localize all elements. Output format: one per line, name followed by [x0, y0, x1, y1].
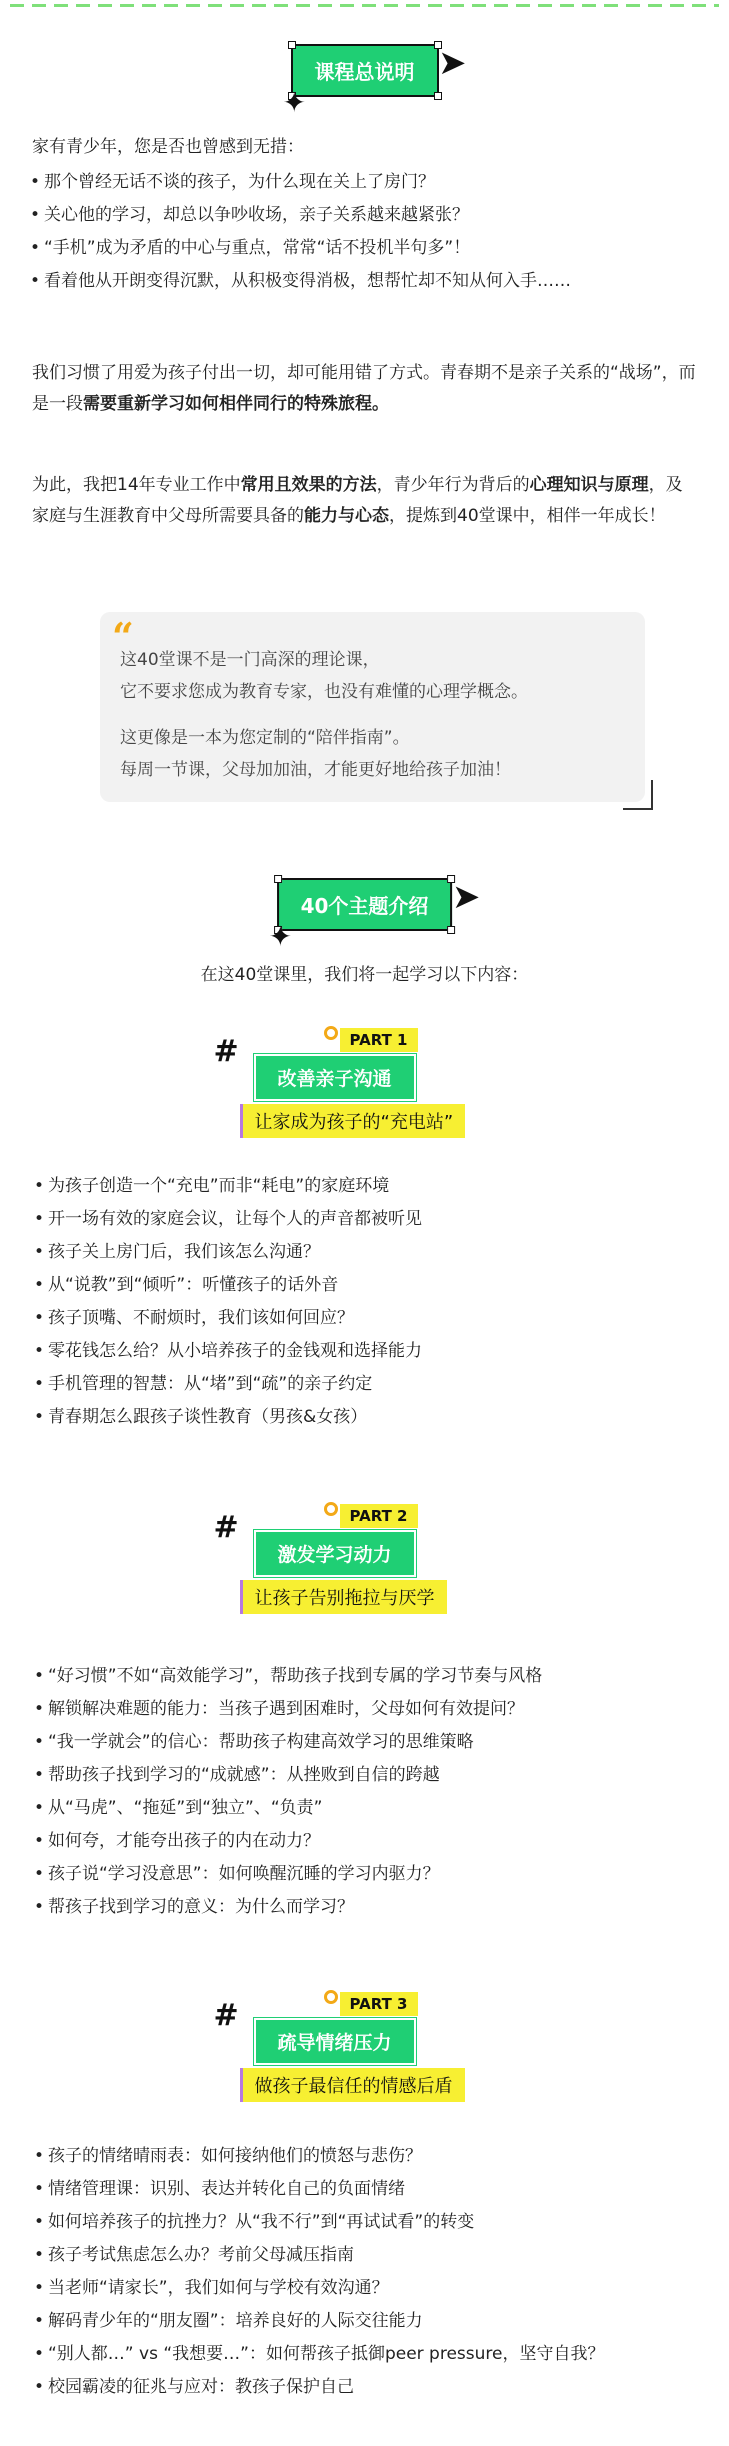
list-item: • 手机管理的智慧：从“堵”到“疏”的亲子约定 — [34, 1368, 705, 1401]
list-item: • 为孩子创造一个“充电”而非“耗电”的家庭环境 — [34, 1170, 705, 1203]
course-overview-header — [282, 43, 467, 119]
quote-mark-icon: “ — [112, 614, 134, 659]
list-item: • 开一场有效的家庭会议，让每个人的声音都被听见 — [34, 1203, 705, 1236]
list-item: • 孩子的情绪晴雨表：如何接纳他们的愤怒与悲伤？ — [34, 2140, 705, 2173]
bold-text: 需要重新学习如何相伴同行的特殊旅程。 — [83, 394, 389, 414]
list-item: • “好习惯”不如“高效能学习”，帮助孩子找到专属的学习节奏与风格 — [34, 1660, 705, 1693]
top-dashed-border — [10, 4, 719, 7]
list-item: • 青春期怎么跟孩子谈性教育（男孩&女孩） — [34, 1401, 705, 1434]
part-3-header — [200, 1992, 530, 2112]
list-item: • 孩子顶嘴、不耐烦时，我们该如何回应？ — [34, 1302, 705, 1335]
pin-icon — [324, 1026, 338, 1040]
bold-text: 常用且效果的方法 — [240, 475, 377, 495]
list-item: • “手机”成为矛盾的中心与重点，常常“话不投机半句多”！ — [30, 232, 705, 265]
intro-paragraph-2 — [32, 358, 697, 420]
part-label: PART 1 — [340, 1028, 418, 1052]
list-item: • 看着他从开朗变得沉默，从积极变得消极，想帮忙却不知从何入手…… — [30, 265, 705, 298]
list-item: • 如何夸，才能夸出孩子的内在动力？ — [34, 1825, 705, 1858]
quote-line: 这40堂课不是一门高深的理论课， — [120, 650, 380, 670]
part-subtitle: 让家成为孩子的“充电站” — [240, 1104, 466, 1138]
part-1-header — [200, 1028, 530, 1148]
list-item: • 孩子关上房门后，我们该怎么沟通？ — [34, 1236, 705, 1269]
list-item: • 孩子考试焦虑怎么办？考前父母减压指南 — [34, 2239, 705, 2272]
intro-bullet-list — [30, 166, 705, 298]
topics-title: 40个主题介绍 — [300, 894, 429, 918]
part-title: 疏导情绪压力 — [254, 2018, 416, 2065]
part-2-header — [200, 1504, 530, 1624]
bold-text: 心理知识与原理 — [529, 475, 649, 495]
part-subtitle: 让孩子告别拖拉与厌学 — [240, 1580, 447, 1614]
list-item: • 零花钱怎么给？从小培养孩子的金钱观和选择能力 — [34, 1335, 705, 1368]
list-item: • “我一学就会”的信心：帮助孩子构建高效学习的思维策略 — [34, 1726, 705, 1759]
text-span: ，提炼到40堂课中，相伴一年成长！ — [389, 506, 666, 526]
course-overview-badge — [282, 43, 467, 119]
quote-line: 每周一节课，父母加加油，才能更好地给孩子加油！ — [120, 760, 511, 780]
list-item: • 如何培养孩子的抗挫力？从“我不行”到“再试试看”的转变 — [34, 2206, 705, 2239]
part-title: 激发学习动力 — [254, 1530, 416, 1577]
bold-text: 能力与心态 — [304, 506, 389, 526]
text-span: ，及家庭与生涯教育中父母所需要具备的 — [32, 475, 683, 526]
list-item: • 校园霸凌的征兆与应对：教孩子保护自己 — [34, 2371, 705, 2404]
sparkle-icon: ✦ — [268, 920, 293, 953]
list-item: • 孩子说“学习没意思”：如何唤醒沉睡的学习内驱力？ — [34, 1858, 705, 1891]
list-item: • 关心他的学习，却总以争吵收场，亲子关系越来越紧张？ — [30, 199, 705, 232]
quote-box — [100, 612, 645, 802]
part-label: PART 2 — [340, 1504, 418, 1528]
part-subtitle: 做孩子最信任的情感后盾 — [240, 2068, 465, 2102]
topics-badge — [268, 877, 481, 953]
text-span: 我们习惯了用爱为孩子付出一切，却可能用错了方式。青春期不是亲子关系的“战场”，而是一段 — [32, 363, 696, 414]
text-span: 为此，我把14年专业工作中 — [32, 475, 241, 495]
intro-paragraph-3 — [32, 470, 697, 532]
hash-icon: # — [213, 1998, 239, 2033]
hash-icon: # — [213, 1034, 239, 1069]
list-item: • 从“说教”到“倾听”：听懂孩子的话外音 — [34, 1269, 705, 1302]
quote-corner-decoration — [623, 780, 653, 810]
course-overview-title: 课程总说明 — [314, 60, 415, 84]
list-item: • 解锁解决难题的能力：当孩子遇到困难时，父母如何有效提问？ — [34, 1693, 705, 1726]
part-label: PART 3 — [340, 1992, 418, 2016]
part-2-list — [34, 1660, 705, 1924]
list-item: • 帮孩子找到学习的意义：为什么而学习？ — [34, 1891, 705, 1924]
quote-line: 它不要求您成为教育专家，也没有难懂的心理学概念。 — [120, 682, 528, 702]
pin-icon — [324, 1502, 338, 1516]
topics-header — [268, 877, 481, 953]
hash-icon: # — [213, 1510, 239, 1545]
intro-lead: 家有青少年，您是否也曾感到无措： — [32, 137, 304, 157]
list-item: • 情绪管理课：识别、表达并转化自己的负面情绪 — [34, 2173, 705, 2206]
part-title: 改善亲子沟通 — [254, 1054, 416, 1101]
list-item: • 解码青少年的“朋友圈”：培养良好的人际交往能力 — [34, 2305, 705, 2338]
pin-icon — [324, 1990, 338, 2004]
topics-lead: 在这40堂课里，我们将一起学习以下内容： — [200, 965, 529, 985]
list-item: • 帮助孩子找到学习的“成就感”：从挫败到自信的跨越 — [34, 1759, 705, 1792]
part-3-list — [34, 2140, 705, 2404]
list-item: • “别人都…” vs “我想要…”：如何帮孩子抵御peer pressure，坚守自我？ — [34, 2338, 705, 2371]
list-item: • 从“马虎”、“拖延”到“独立”、“负责” — [34, 1792, 705, 1825]
part-1-list — [34, 1170, 705, 1434]
text-span: ，青少年行为背后的 — [376, 475, 530, 495]
list-item: • 当老师“请家长”，我们如何与学校有效沟通？ — [34, 2272, 705, 2305]
sparkle-icon: ✦ — [282, 86, 306, 119]
list-item: • 那个曾经无话不谈的孩子，为什么现在关上了房门？ — [30, 166, 705, 199]
quote-line: 这更像是一本为您定制的“陪伴指南”。 — [120, 728, 410, 748]
cursor-icon: ➤ — [438, 43, 467, 83]
cursor-icon: ➤ — [451, 877, 481, 917]
